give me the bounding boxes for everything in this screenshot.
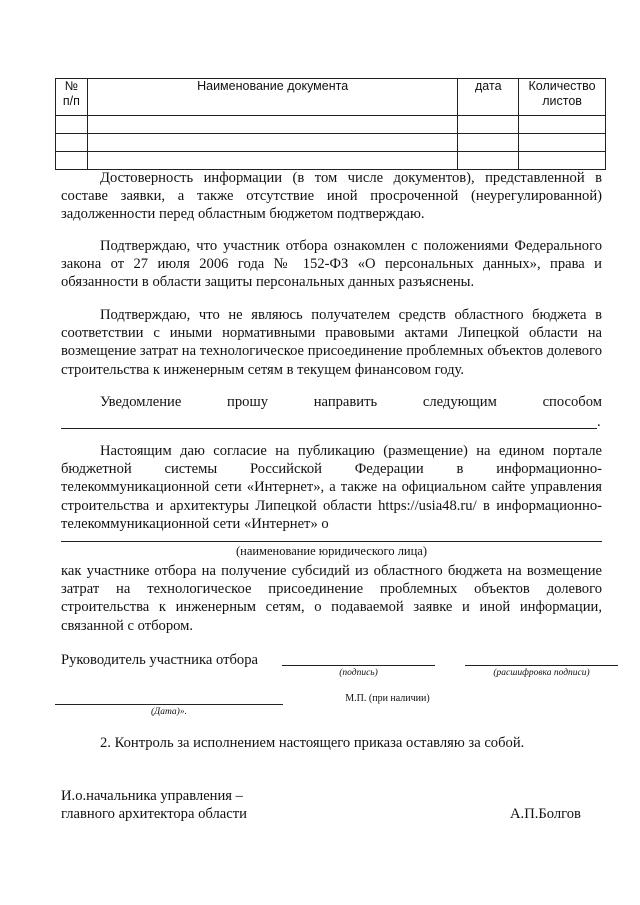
- paragraph-consent: [61, 442, 602, 533]
- table-cell: [458, 134, 519, 152]
- table-cell: [87, 134, 458, 152]
- table-cell: [87, 116, 458, 134]
- header-date: дата: [458, 79, 519, 116]
- paragraph-participant: [61, 562, 602, 635]
- header-num: [56, 79, 88, 116]
- date-line: [55, 704, 283, 705]
- table-cell: [87, 152, 458, 170]
- header-num-line1: №: [64, 79, 79, 93]
- table-row: [56, 116, 606, 134]
- header-num-line2: п/п: [62, 94, 80, 108]
- paragraph-reliability: [61, 169, 602, 224]
- table-cell: [458, 116, 519, 134]
- paragraph-not-recipient: [61, 306, 602, 379]
- table-row: [56, 152, 606, 170]
- notification-method-line: [61, 428, 597, 429]
- table-cell: [56, 134, 88, 152]
- table-header-row: [56, 79, 606, 116]
- header-name: Наименование документа: [87, 79, 458, 116]
- position-line-2: главного архитектора области: [61, 806, 247, 822]
- documents-table: [55, 78, 606, 170]
- table-cell: [56, 116, 88, 134]
- table-cell: [519, 116, 606, 134]
- signature-label: Руководитель участника отбора: [61, 652, 258, 668]
- notification-period: .: [597, 414, 601, 430]
- decode-line: [465, 665, 618, 666]
- paragraph-not-recipient-text: Подтверждаю, что не являюсь получателем средств областного бюджета в соответствии с иными нормативными правовыми актами Липецкой области на возмещение затрат на технологическое присоединение проблемных объектов долевого строительства к инженерным сетям в текущем финансовом году.: [61, 307, 602, 378]
- stamp-caption: М.П. (при наличии): [345, 693, 430, 704]
- paragraph-participant-text: как участнике отбора на получение субсидий из областного бюджета на возмещение затрат на технологическое присоединение проблемных объектов долевого строительства к инженерным сетям, о подаваемой заявке и иной информации, связанной с отбором.: [61, 563, 602, 634]
- table-cell: [458, 152, 519, 170]
- header-sheets: Количество листов: [519, 79, 606, 116]
- signature-caption: (подпись): [339, 668, 378, 678]
- paragraph-personal-data: [61, 237, 602, 292]
- date-caption: (Дата)».: [151, 707, 187, 717]
- table-cell: [56, 152, 88, 170]
- signature-line: [282, 665, 435, 666]
- table-cell: [519, 134, 606, 152]
- table-row: [56, 134, 606, 152]
- table-cell: [519, 152, 606, 170]
- signatory-name: А.П.Болгов: [510, 806, 581, 822]
- paragraph-personal-data-text: Подтверждаю, что участник отбора ознакомлен с положениями Федерального закона от 27 июля 2006 года № 152-ФЗ «О персональных данных», права и обязанности в области защиты персональных данных разъяснены.: [61, 238, 602, 291]
- paragraph-notification: [61, 393, 602, 411]
- paragraph-reliability-text: Достоверность информации (в том числе документов), представленной в составе заявки, а также отсутствие иной просроченной (неурегулированной) задолженности перед областным бюджетом подтверждаю.: [61, 170, 602, 223]
- legal-entity-caption: (наименование юридического лица): [235, 544, 428, 558]
- position-line-1: И.о.начальника управления –: [61, 788, 243, 804]
- paragraph-consent-text: Настоящим даю согласие на публикацию (размещение) на едином портале бюджетной системы Российской Федерации в информационно-телекоммуникационной сети «Интернет», а также на официальном сайте управления строительства и архитектуры Липецкой области https://usia48.ru/ в информационно-телекоммуникационной сети «Интернет» о: [61, 443, 602, 532]
- control-text: 2. Контроль за исполнением настоящего приказа оставляю за собой.: [100, 735, 525, 751]
- legal-entity-line: [61, 541, 602, 542]
- paragraph-notification-text: Уведомление прошу направить следующим способом: [100, 394, 602, 410]
- decode-caption: (расшифровка подписи): [493, 668, 590, 678]
